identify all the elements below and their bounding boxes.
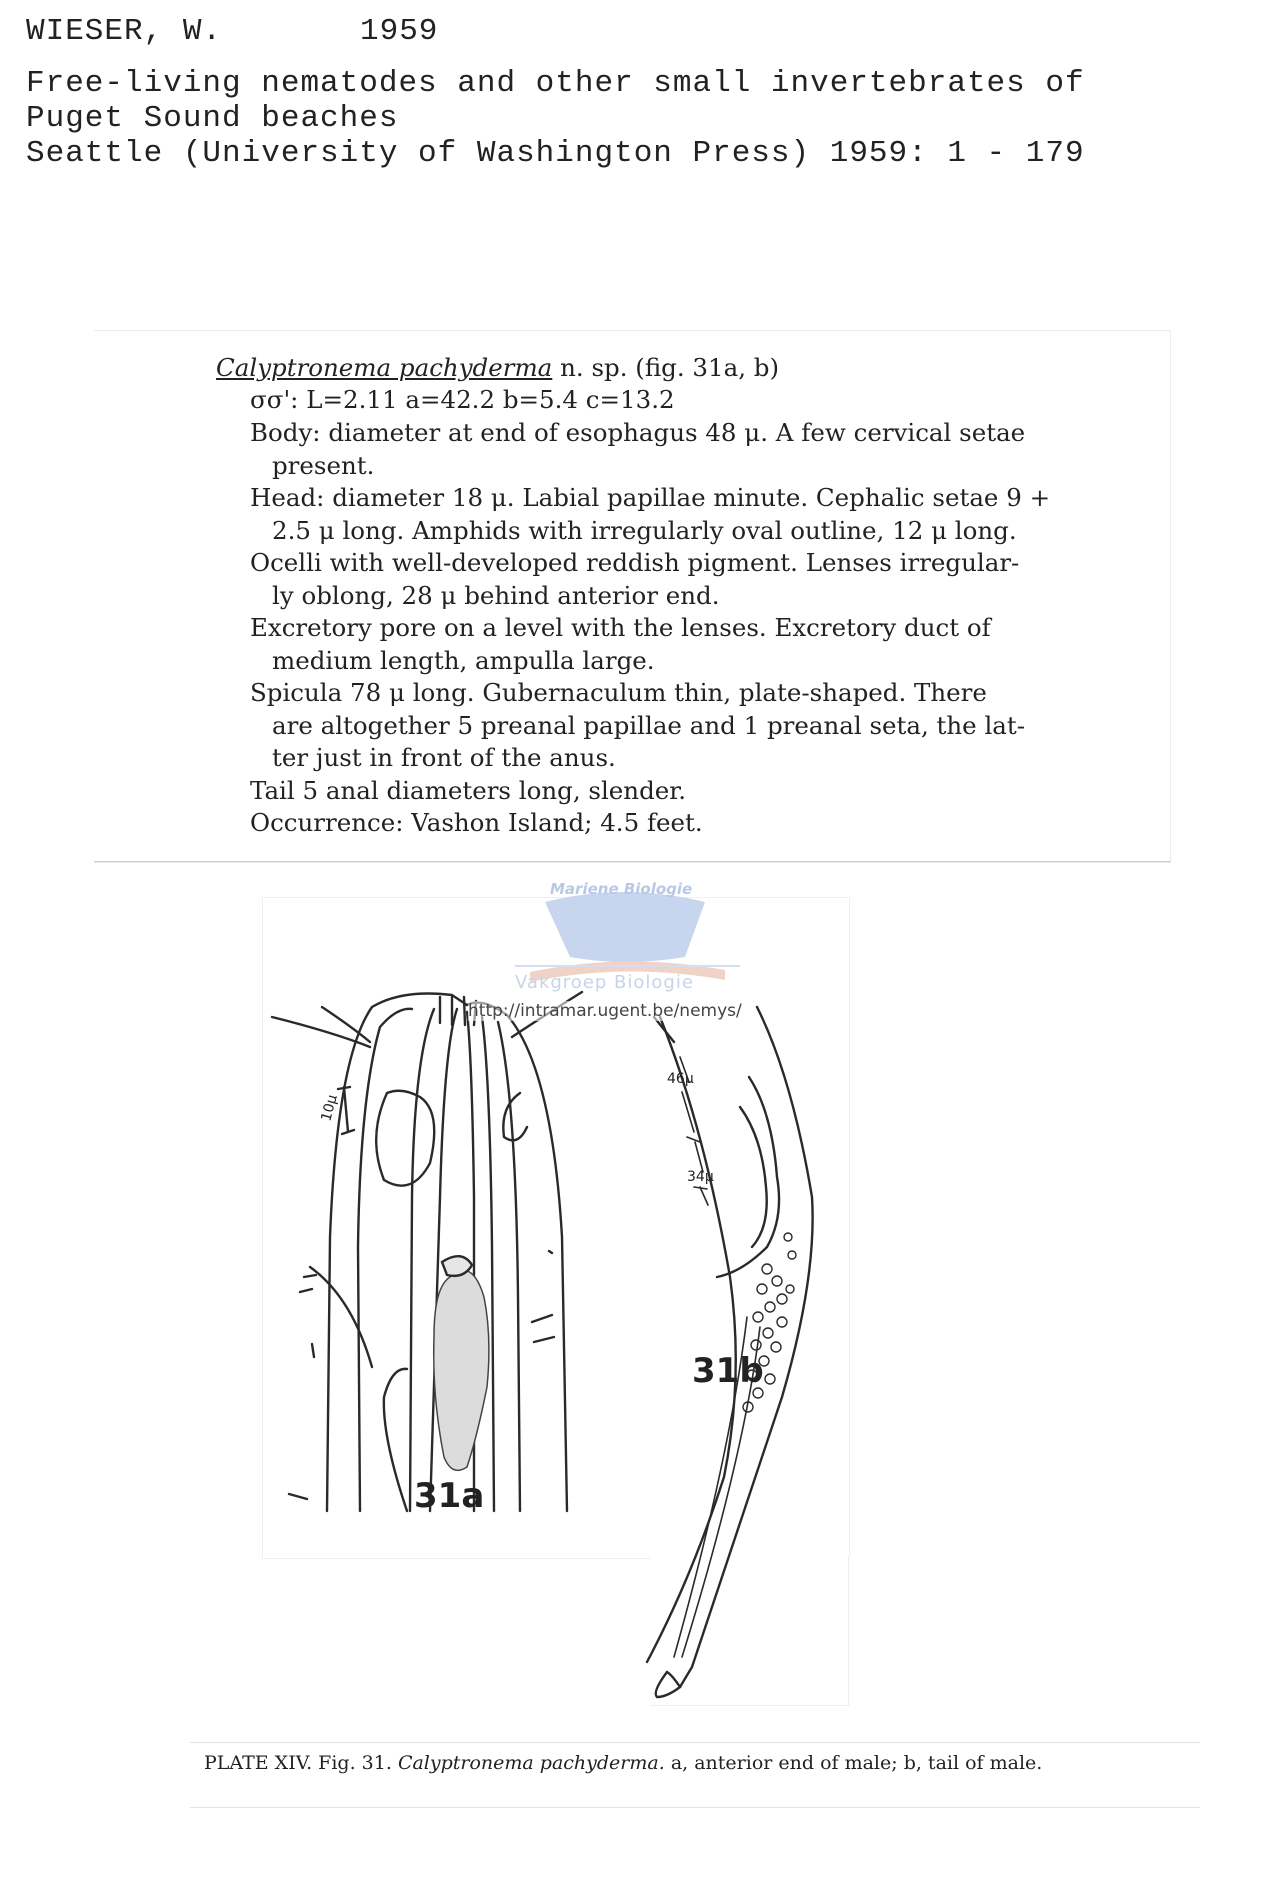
excretory-duct xyxy=(384,1369,407,1511)
cervical-seta xyxy=(310,1267,372,1367)
gland-cell xyxy=(762,1264,772,1274)
gland-cell xyxy=(788,1251,796,1259)
scale-label-31a: 10μ xyxy=(318,1093,341,1124)
ocellus xyxy=(503,1093,527,1140)
gland-cell xyxy=(786,1285,794,1293)
description-line: Spicula 78 μ long. Gubernaculum thin, plate-shaped. There xyxy=(250,678,987,707)
description-line: Excretory pore on a level with the lenses. Excretory duct of xyxy=(250,613,991,642)
tail-left-outline xyxy=(647,1017,736,1662)
gland-cell xyxy=(751,1340,761,1350)
description-line: Head: diameter 18 μ. Labial papillae minute. Cephalic setae 9 + xyxy=(250,483,1051,512)
gland-cell xyxy=(784,1233,792,1241)
spicule-inner xyxy=(740,1107,767,1247)
gland-cell xyxy=(772,1276,782,1286)
publication-source: Seattle (University of Washington Press) 1959: 1 - 179 xyxy=(26,136,1085,171)
esophagus-right-2 xyxy=(482,1017,494,1511)
measurements: σσ': L=2.11 a=42.2 b=5.4 c=13.2 xyxy=(250,385,675,414)
description-line: ly oblong, 28 μ behind anterior end. xyxy=(272,580,720,610)
caption-prefix: PLATE XIV. Fig. 31. xyxy=(204,1752,398,1774)
description-line: are altogether 5 preanal papillae and 1 preanal seta, the lat- xyxy=(272,710,1026,740)
body-wall-left-inner xyxy=(358,1009,412,1511)
gland-cell xyxy=(765,1374,775,1384)
caption-slip xyxy=(190,1742,1200,1808)
gland-cell xyxy=(765,1302,775,1312)
description-line: Body: diameter at end of esophagus 48 μ. A few cervical setae xyxy=(250,418,1026,447)
description-line: Ocelli with well-developed reddish pigment. Lenses irregular- xyxy=(250,548,1020,577)
gland-cell xyxy=(771,1342,781,1352)
title-line-1: Free-living nematodes and other small invertebrates of xyxy=(26,66,1085,101)
cephalic-setae-left xyxy=(272,1007,370,1047)
description-slip xyxy=(94,330,1171,862)
watermark-top-text: Mariene Biologie xyxy=(550,880,693,898)
description-line: Tail 5 anal diameters long, slender. xyxy=(250,775,687,805)
species-name: Calyptronema pachyderma xyxy=(216,353,553,382)
species-heading xyxy=(216,353,1267,382)
description-line: medium length, ampulla large. xyxy=(272,645,655,675)
figure-31a-anterior-end xyxy=(272,992,582,1511)
title-line-2: Puget Sound beaches xyxy=(26,101,399,136)
figure-label-31a: 31a xyxy=(414,1476,485,1516)
caption-species: Calyptronema pachyderma. xyxy=(397,1752,665,1774)
tail-tip xyxy=(656,1672,680,1697)
description-line: Occurrence: Vashon Island; 4.5 feet. xyxy=(250,808,703,837)
caption-suffix: a, anterior end of male; b, tail of male. xyxy=(664,1752,1043,1774)
excretory-ampulla xyxy=(434,1270,489,1470)
plate-caption xyxy=(204,1749,1174,1777)
watermark-url: http://intramar.ugent.be/nemys/ xyxy=(468,1001,742,1021)
nematode-drawing xyxy=(262,897,862,1727)
gland-cell xyxy=(777,1317,787,1327)
watermark-bottom-text: Vakgroep Biologie xyxy=(515,972,694,993)
species-suffix: n. sp. (fig. 31a, b) xyxy=(552,353,780,382)
author-name: WIESER, W. xyxy=(26,14,223,49)
description-line: ter just in front of the anus. xyxy=(272,743,616,772)
publication-year: 1959 xyxy=(360,14,439,49)
description-line: present. xyxy=(272,450,375,480)
esophagus-left xyxy=(410,1009,434,1511)
spicule xyxy=(717,1077,779,1277)
figure-label-31b: 31b xyxy=(692,1351,764,1391)
scale-label-31b-1: 46μ xyxy=(667,1071,694,1087)
scale-label-31b-2: 34μ xyxy=(687,1169,714,1185)
tail-right-outline xyxy=(680,1007,813,1687)
gland-cell xyxy=(763,1328,773,1338)
amphid xyxy=(376,1091,434,1186)
gland-cell xyxy=(753,1312,763,1322)
gland-cell xyxy=(777,1294,787,1304)
gland-cell xyxy=(757,1284,767,1294)
cervical-setae-marks xyxy=(300,1275,316,1292)
description-line: 2.5 μ long. Amphids with irregularly oval outline, 12 μ long. xyxy=(272,515,1017,545)
